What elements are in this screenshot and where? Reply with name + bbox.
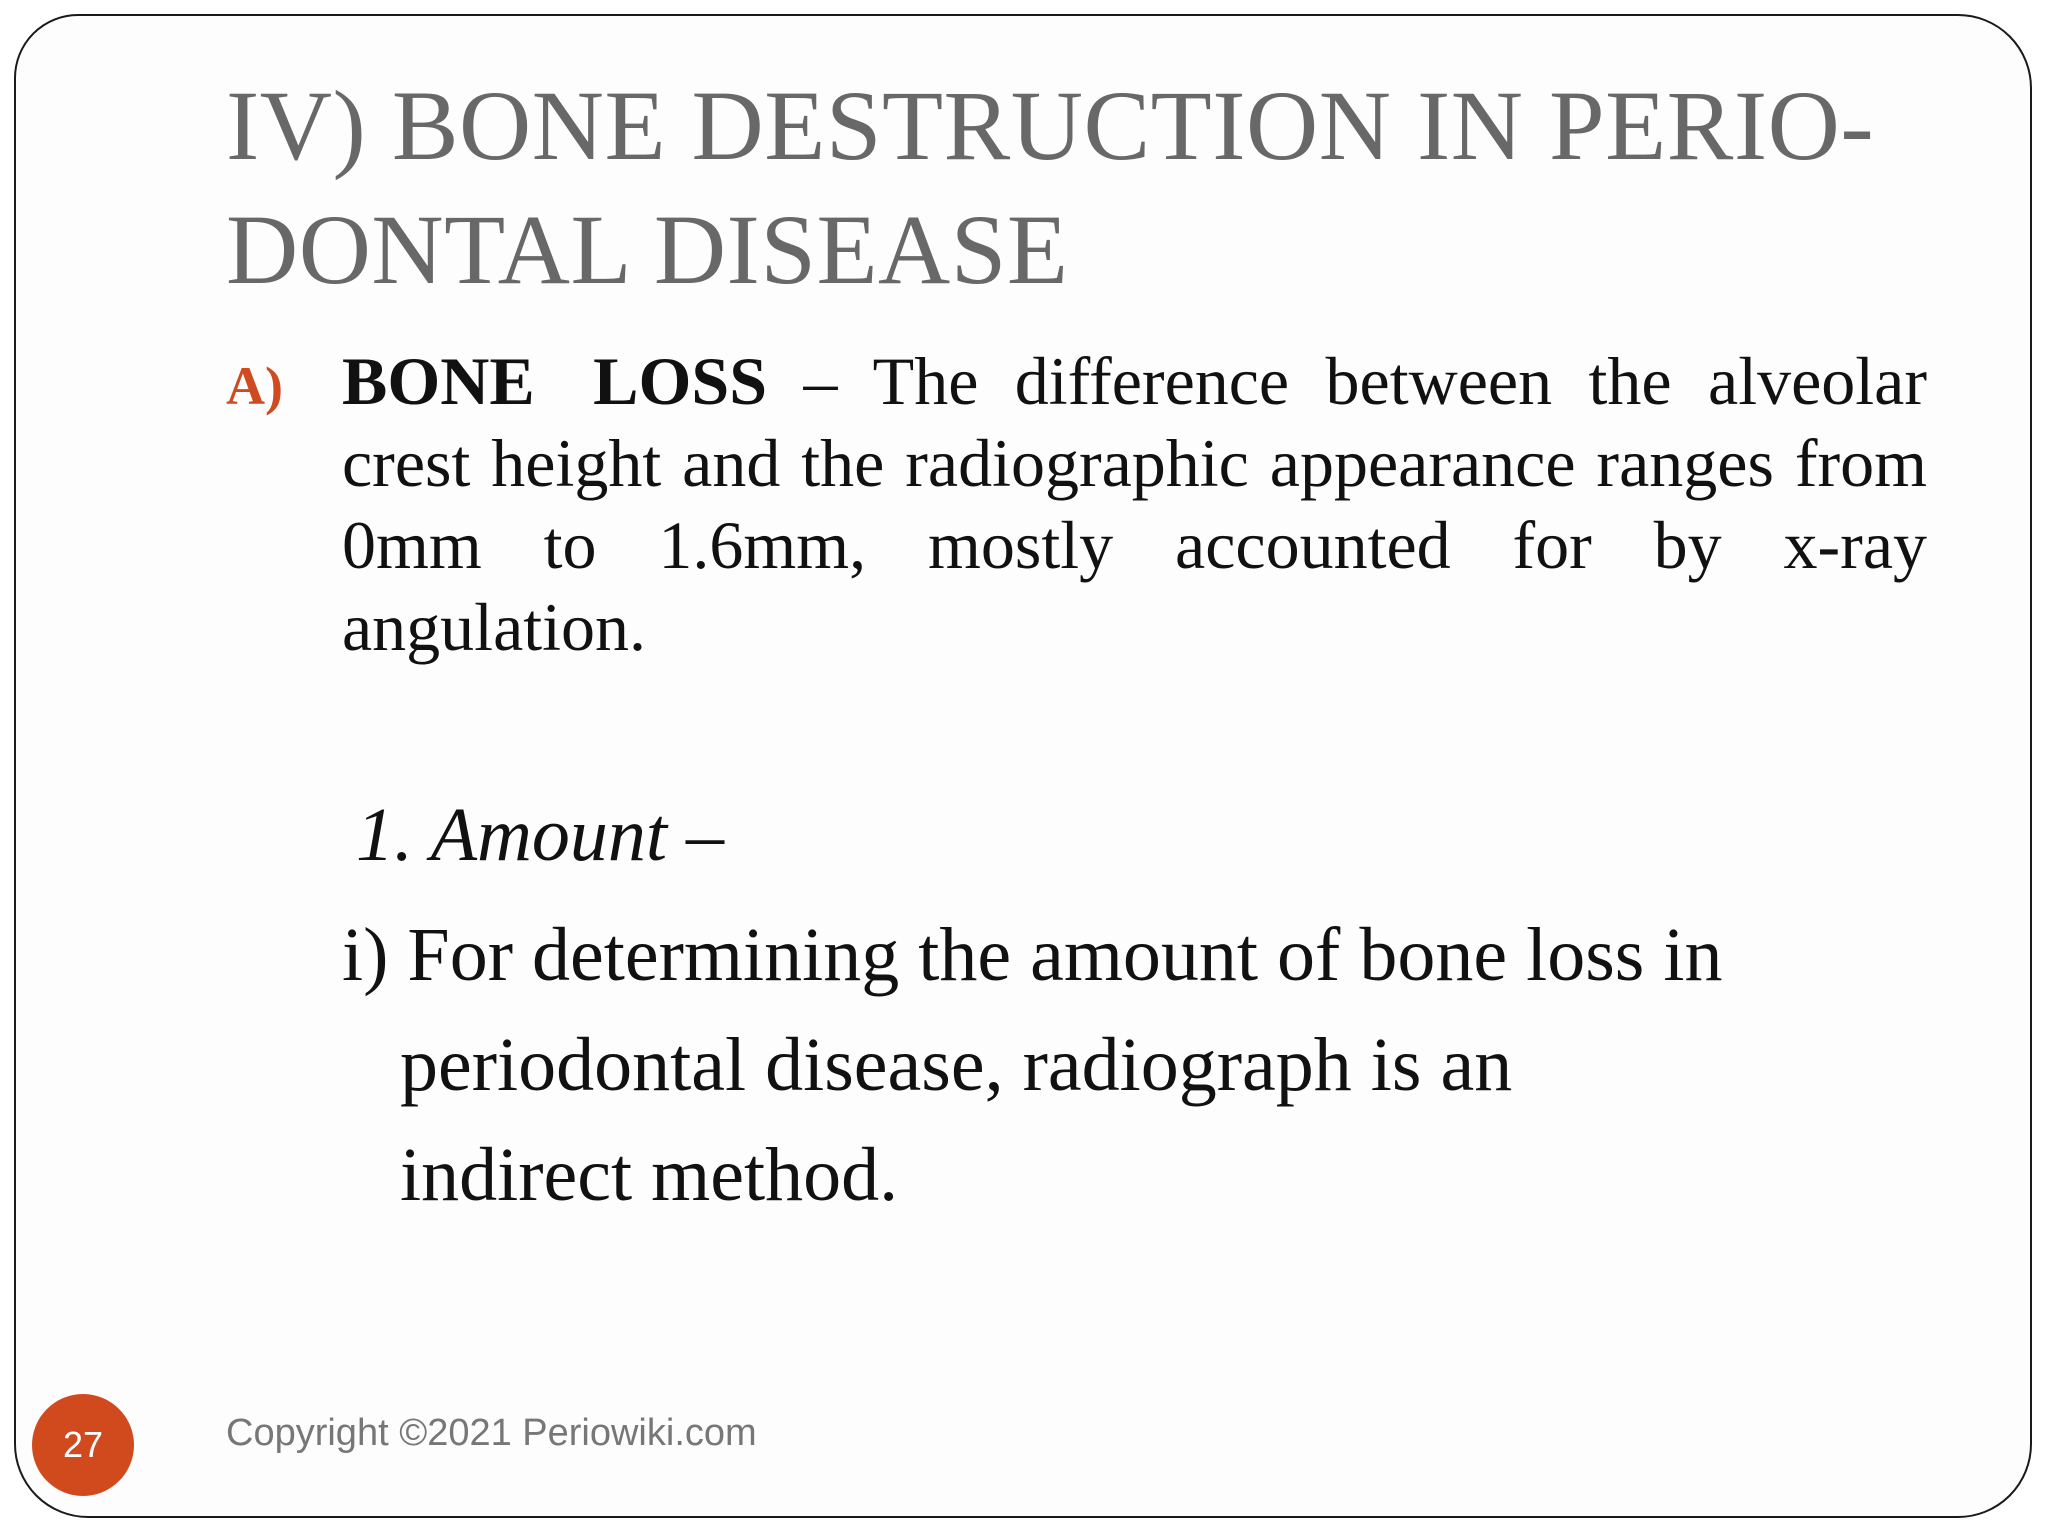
page-number: 27 [62,1424,104,1465]
bullet-marker: A) [226,356,283,416]
sub-point-line-2: periodontal disease, radiograph is an [400,1023,1513,1107]
sub-point-line-3: indirect method. [400,1133,899,1217]
sub-heading: 1. Amount – [356,793,725,877]
bullet-definition: – The difference between the alveolar crest height and the radiographic appearance ranges from 0mm to 1.6mm, mostly accounted for by x-ray angulation. [342,343,1927,665]
copyright-notice: Copyright ©2021 Periowiki.com [226,1412,757,1454]
sub-point [342,900,1842,1230]
slide-title-line-2: DONTAL DISEASE [226,194,1069,305]
slide-title-line-1: IV) BONE DESTRUCTION IN PERIO- [226,70,1875,181]
bullet-paragraph [342,340,1927,668]
bullet-term: BONE LOSS [342,343,768,419]
slide-title [226,64,1946,312]
page-number-badge [32,1394,134,1496]
sub-point-line-1: i) For determining the amount of bone loss in [342,913,1723,997]
